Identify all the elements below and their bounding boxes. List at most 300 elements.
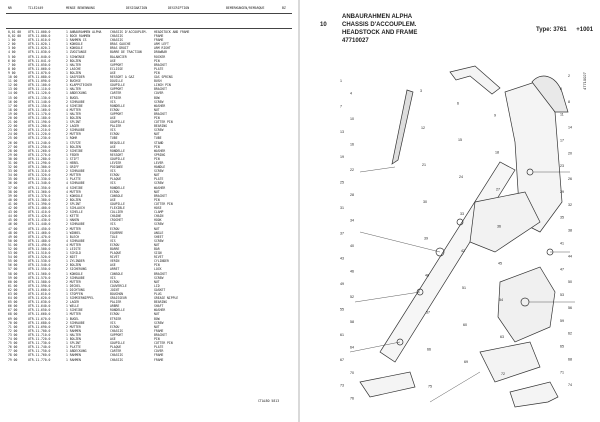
table-cell: 2 SCHRAUBE	[66, 275, 85, 280]
callout-number: 55	[340, 307, 344, 312]
bottom-mount	[480, 342, 540, 382]
callout-number: 66	[427, 347, 431, 352]
table-cell: 1 RAHMEN	[66, 353, 81, 358]
table-cell: NUT	[154, 132, 160, 137]
table-cell: 2 BUCHSE	[66, 79, 81, 84]
table-cell: 1 ABDECKUNG	[66, 91, 87, 96]
table-cell: 2 SCHRAUBE	[66, 320, 85, 325]
table-cell: SPRING	[154, 152, 166, 157]
table-cell: UTR.11.600.0	[28, 287, 51, 292]
table-cell: JOINT	[110, 287, 120, 292]
table-cell: UTR.11.590.0	[28, 283, 51, 288]
table-cell: 44 00	[8, 214, 18, 219]
table-cell: 25 00	[8, 136, 18, 141]
table-cell: 72 00	[8, 328, 18, 333]
table-cell: 51 00	[8, 242, 18, 247]
callout-number: 42	[461, 249, 465, 253]
table-cell: PLAQUE	[110, 345, 122, 350]
table-cell: UTR.11.500.0	[28, 246, 51, 251]
table-cell: 47 00	[8, 226, 18, 231]
table-cell: 75 00	[8, 341, 18, 346]
table-cell: 1 SCHWINGE	[66, 54, 85, 59]
table-cell: BEARING	[154, 124, 168, 129]
table-cell: STAND	[154, 140, 164, 145]
table-cell: AXE	[110, 337, 116, 342]
table-cell: CHASSIS	[110, 353, 124, 358]
col-header-nr: NR	[8, 6, 12, 10]
table-cell: 4 SCHRAUBE	[66, 181, 85, 186]
table-cell: 26 00	[8, 140, 18, 145]
table-cell: UTR.11.100.0	[28, 83, 51, 88]
table-cell: CHASSIS	[110, 357, 124, 362]
table-cell: PIN	[154, 337, 160, 342]
table-cell: 1 WINKEL	[66, 230, 81, 235]
table-cell: UTR.11.740.0	[28, 345, 51, 350]
table-cell: FRAME	[154, 328, 164, 333]
table-cell: UTR.11.090.0	[28, 79, 51, 84]
table-cell: 71 00	[8, 324, 18, 329]
table-cell: 11 00	[8, 79, 18, 84]
table-cell: RIVET	[154, 255, 164, 260]
table-cell: 1 ZYLINDER	[66, 259, 85, 264]
table-cell: 4 00	[8, 50, 16, 55]
table-cell: WASHER	[154, 103, 166, 108]
table-cell: AXE	[110, 70, 116, 75]
table-cell: GOUPILLE	[110, 83, 125, 88]
table-cell: RESSORT A GAZ	[110, 75, 135, 80]
table-cell: 0,02 00	[8, 34, 22, 39]
table-cell: NUT	[154, 324, 160, 329]
table-cell: 4 MUTTER	[66, 189, 81, 194]
table-cell: UTR.11.050.0	[28, 62, 51, 67]
callout-number: 51	[462, 285, 466, 290]
table-cell: 4 SCHEIBE	[66, 185, 83, 190]
table-cell: 1 HEBEL	[66, 161, 80, 165]
table-cell: UTR.11.700.0	[28, 328, 51, 333]
table-cell: HOSE	[154, 206, 162, 211]
table-cell: 2 LASCHE	[66, 66, 81, 71]
callout-number: 58	[350, 320, 354, 325]
parts-list-header	[6, 4, 292, 12]
table-cell: 69 00	[8, 316, 18, 321]
table-cell: 1 DECKEL	[66, 283, 81, 288]
table-cell: 10 00	[8, 75, 18, 80]
table-cell: DRAWBAR	[154, 50, 168, 55]
table-cell: 17 00	[8, 103, 18, 108]
callout-number: 7	[340, 104, 342, 109]
callout-number: 65	[560, 344, 564, 349]
table-cell: NUT	[154, 173, 160, 178]
table-cell: 77 00	[8, 349, 18, 354]
table-cell: UTR.11.610.0	[28, 292, 51, 296]
callout-number: 8	[568, 99, 570, 104]
vertical-drawing-code: 47710027	[582, 72, 587, 90]
table-cell: 79 00	[8, 357, 18, 362]
title-english: HEADSTOCK AND FRAME	[342, 30, 418, 36]
table-cell: VIS	[110, 238, 116, 243]
table-cell: CHASSIS	[110, 34, 124, 39]
table-cell: 1 FEDER	[66, 152, 80, 157]
callout-number: 32	[568, 202, 572, 207]
table-cell: 2 SPLINT	[66, 201, 81, 206]
table-cell: UTR.11.730.0	[28, 341, 51, 346]
table-cell: 14 00	[8, 91, 18, 96]
table-cell: 15 00	[8, 95, 18, 100]
table-cell: ECROU	[110, 242, 120, 247]
table-cell: 40 00	[8, 197, 18, 202]
table-cell: SCREW	[154, 238, 164, 243]
parts-list-table	[6, 30, 292, 362]
table-cell: 2 NIET	[66, 255, 78, 260]
table-cell: GOUPILLE	[110, 156, 125, 161]
table-cell: PIN	[154, 70, 160, 75]
table-cell: TUBE	[110, 136, 118, 141]
table-cell: UTR.11.290.0	[28, 161, 51, 165]
table-cell: CARTER	[110, 349, 122, 354]
table-cell: 78 00	[8, 353, 18, 358]
table-cell: UTR.11.470.0	[28, 234, 51, 239]
page-number: 10	[320, 22, 327, 28]
callout-number: 52	[350, 294, 354, 299]
table-cell: LID	[154, 283, 160, 288]
table-cell: 58 00	[8, 271, 18, 276]
table-cell: COLLIER	[110, 210, 124, 215]
table-cell: UTR.11.041.0	[28, 58, 51, 63]
table-cell: AXE	[110, 263, 116, 268]
gas-spring-body	[392, 90, 413, 164]
table-cell: UTR.11.190.0	[28, 120, 51, 125]
table-cell: 55 00	[8, 259, 18, 264]
callout-number: 75	[428, 384, 432, 389]
table-cell: 1 ROHR	[66, 136, 78, 141]
table-cell: UTR.11.000.0	[28, 30, 51, 34]
table-cell: HOOK	[154, 218, 162, 223]
table-cell: UTR.11.530.0	[28, 259, 51, 264]
col-header-bz: BZ	[282, 6, 286, 10]
table-cell: UTR.11.620.0	[28, 296, 51, 301]
table-cell: PIN	[154, 144, 160, 149]
table-cell: LINCH PIN	[154, 83, 171, 88]
table-cell: 1 HALTER	[66, 111, 81, 116]
table-cell: 1 PLATTE	[66, 177, 81, 182]
table-cell: 38 00	[8, 189, 18, 194]
table-cell: CLAMP	[154, 210, 164, 215]
table-cell: UTR.11.350.0	[28, 185, 51, 190]
table-cell: TOLE	[110, 234, 118, 239]
table-cell: RESSORT	[110, 152, 124, 157]
table-cell: 2 BOLZEN	[66, 58, 81, 63]
table-cell: 28 00	[8, 148, 18, 153]
type-label	[536, 27, 593, 33]
page-footer: CTALBO 5813	[258, 399, 280, 403]
table-cell: COTTER PIN	[154, 201, 173, 206]
table-cell: UTR.11.680.0	[28, 320, 51, 325]
table-cell: BARRE DE TRACTION	[110, 50, 142, 55]
table-cell: ARM LEFT	[154, 42, 169, 47]
table-cell: COTTER PIN	[154, 120, 173, 125]
table-cell: BRAS GAUCHE	[110, 42, 131, 47]
table-cell: UTR.11.720.0	[28, 337, 51, 342]
table-cell: 2 BOLZEN	[66, 263, 81, 268]
table-cell: BEQUILLE	[110, 140, 125, 145]
callout-number: 44	[568, 254, 572, 259]
table-cell: 45 00	[8, 218, 18, 223]
callout-number: 30	[423, 199, 427, 204]
callout-number: 33	[460, 212, 464, 217]
table-cell: 2 SCHELLE	[66, 210, 83, 215]
table-cell: GRAISSEUR	[110, 296, 127, 301]
col-header-name-en: DESCRIPTION	[168, 6, 190, 10]
table-cell: 46 00	[8, 222, 18, 227]
table-cell: WASHER	[154, 185, 166, 190]
table-row	[6, 358, 292, 362]
table-cell: 18 00	[8, 107, 18, 112]
table-cell: ETRIER	[110, 95, 122, 100]
table-cell: 74 00	[8, 337, 18, 342]
table-cell: 61 00	[8, 283, 18, 288]
callout-number: 43	[340, 256, 344, 261]
table-cell: COTTER PIN	[154, 341, 173, 346]
table-cell: 32 00	[8, 165, 18, 170]
table-cell: UTR.11.640.0	[28, 304, 51, 309]
callout-number: 16	[350, 142, 354, 147]
table-cell: 1 KETTE	[66, 214, 80, 219]
callout-number: 73	[340, 383, 344, 388]
table-cell: 1 DICHTUNG	[66, 287, 85, 292]
callout-number: 35	[560, 215, 564, 220]
table-cell: VIS	[110, 128, 116, 133]
table-cell: 1 00	[8, 38, 16, 43]
table-cell: SUPPORT	[110, 62, 124, 67]
table-cell: BRAS DROIT	[110, 46, 129, 51]
table-cell: UTR.11.130.0	[28, 95, 51, 100]
table-cell: BOW	[154, 95, 160, 100]
table-cell: UTR.11.410.0	[28, 210, 51, 215]
table-cell: UTR.11.020.1	[28, 42, 51, 47]
table-cell: UTR.11.340.0	[28, 181, 51, 186]
col-header-remark: BEMERKUNGEN/REMARQUE	[226, 6, 265, 10]
table-cell: UTR.11.630.0	[28, 300, 51, 305]
table-cell: BAR	[154, 246, 160, 251]
table-cell: FRAME	[154, 34, 164, 39]
table-cell: BUSH	[154, 79, 162, 84]
table-cell: SCREW	[154, 169, 164, 174]
type-suffix: +1001	[576, 27, 594, 33]
table-cell: RONDELLE	[110, 308, 125, 313]
table-cell: UTR.11.750.0	[28, 349, 51, 354]
table-cell: 1 RAHMEN CS	[66, 38, 87, 43]
table-cell: 20 00	[8, 115, 18, 120]
callout-number: 40	[350, 244, 354, 248]
table-cell: 2 SCHRAUBE	[66, 128, 85, 133]
table-cell: ARM RIGHT	[154, 46, 171, 51]
table-cell: UTR.11.370.0	[28, 193, 51, 198]
callout-number: 38	[568, 228, 572, 233]
table-cell: UTR.11.440.0	[28, 222, 51, 227]
table-cell: UTR.11.040.0	[28, 54, 51, 59]
table-cell: 1 GASFEDER	[66, 75, 85, 80]
table-cell: COVER	[154, 349, 164, 354]
table-cell: ARRET	[110, 267, 120, 272]
center-bracket	[470, 192, 540, 252]
callout-number: 68	[568, 357, 572, 362]
table-cell: 1 STUTZE	[66, 140, 81, 145]
table-cell: VIS	[110, 275, 116, 280]
table-cell: 4 SCHRAUBE	[66, 238, 85, 243]
table-cell: 29 00	[8, 152, 18, 157]
callout-number: 5	[560, 86, 562, 91]
col-header-name-de: MENGE BENENNUNG	[66, 6, 95, 10]
table-cell: 56 00	[8, 263, 18, 268]
callout-number: 14	[568, 125, 572, 130]
table-cell: SHAFT	[154, 304, 164, 309]
callout-number: 15	[458, 138, 462, 143]
callout-number: 53	[560, 293, 564, 298]
table-cell: 2 SCHEIBE	[66, 148, 83, 153]
table-cell: PIN	[154, 115, 160, 120]
exploded-view-diagram	[300, 52, 600, 422]
table-cell: LEVER	[154, 161, 164, 165]
callout-number: 3	[420, 89, 422, 93]
table-cell: BRACKET	[154, 62, 168, 67]
table-cell: 1 HAKEN	[66, 218, 80, 223]
table-cell: PIN	[154, 58, 160, 63]
table-cell: POIGNEE	[110, 165, 124, 170]
table-cell: 53 00	[8, 251, 18, 256]
table-cell: UTR.11.250.0	[28, 144, 51, 149]
table-cell: ANGLE	[154, 230, 164, 235]
table-cell: AXE	[110, 58, 116, 63]
drawbar-upper	[450, 66, 500, 94]
table-cell: ECROU	[110, 189, 120, 194]
callout-number: 18	[495, 150, 499, 155]
table-cell: PLATE	[154, 177, 164, 182]
callout-number: 71	[560, 370, 564, 375]
table-cell: 37 00	[8, 185, 18, 190]
table-cell: SCREW	[154, 222, 164, 227]
table-cell: 4 SCHEIBE	[66, 103, 83, 108]
table-cell: AXE	[110, 197, 116, 202]
table-cell: BRACKET	[154, 111, 168, 116]
table-cell: ARBRE	[110, 304, 120, 309]
table-cell: PLUG	[154, 292, 162, 296]
header-rule-top	[6, 13, 292, 14]
table-cell: 42 00	[8, 206, 18, 211]
table-cell: CHASSIS D'ACCOUPLEM.	[110, 30, 148, 34]
table-cell: VERIN	[110, 259, 120, 264]
table-cell: 2 MUTTER	[66, 132, 81, 137]
table-cell: CROCHET	[110, 218, 124, 223]
table-cell: 73 00	[8, 332, 18, 337]
table-cell: UTR.11.540.0	[28, 263, 51, 268]
callout-number: 4	[350, 91, 352, 96]
table-cell: 68 00	[8, 312, 18, 317]
table-cell: UTR.11.180.0	[28, 115, 51, 120]
table-cell: AXE	[110, 115, 116, 120]
callout-number: 50	[568, 280, 572, 285]
table-cell: 8 00	[8, 66, 16, 71]
table-cell: 3 00	[8, 46, 16, 51]
table-cell: PLAQUE	[110, 251, 122, 256]
callout-number: 63	[500, 335, 504, 340]
table-cell: 67 00	[8, 308, 18, 313]
callout-number: 27	[496, 187, 500, 192]
callout-number: 49	[340, 282, 344, 287]
table-cell: 1 BOLZEN	[66, 144, 81, 149]
table-cell: NUT	[154, 312, 160, 317]
callout-number: 34	[350, 218, 354, 223]
table-cell: COVER	[154, 91, 164, 96]
table-cell: BRACKET	[154, 193, 168, 198]
table-cell: 1 KONSOLE	[66, 193, 83, 198]
table-cell: 1 HALTER	[66, 332, 81, 337]
table-cell: 48 00	[8, 230, 18, 235]
table-cell: 30 00	[8, 156, 18, 161]
table-cell: PLATE	[154, 66, 164, 71]
table-cell: FLEXIBLE	[110, 206, 125, 211]
table-cell: UTR.11.020.2	[28, 46, 51, 51]
table-cell: SCREW	[154, 320, 164, 325]
table-cell: UTR.11.580.0	[28, 279, 51, 284]
main-beam	[380, 162, 515, 362]
table-cell: 12 00	[8, 83, 18, 88]
table-cell: DOUILLE	[110, 79, 124, 84]
table-cell: 1 BLECH	[66, 234, 80, 239]
table-cell: 63 00	[8, 292, 18, 296]
table-cell: UTR.11.150.0	[28, 103, 51, 108]
table-cell: 2 SCHRAUBE	[66, 222, 85, 227]
table-cell: VIS	[110, 320, 116, 325]
callout-number: 29	[560, 189, 564, 194]
table-cell: 35 00	[8, 177, 18, 182]
callout-number: 61	[340, 332, 344, 337]
table-cell: 1 RAHMEN	[66, 328, 81, 333]
table-cell: 2 MUTTER	[66, 173, 81, 178]
table-cell: UTR.11.520.0	[28, 255, 51, 260]
table-cell: VIS	[110, 99, 116, 104]
callout-number: 12	[421, 125, 425, 130]
table-cell: GOUPILLE	[110, 120, 125, 125]
table-cell: ECROU	[110, 107, 120, 112]
callout-number: 37	[340, 231, 344, 236]
table-cell: NUT	[154, 279, 160, 284]
callout-number: 41	[560, 241, 564, 246]
table-cell: UTR.11.380.0	[28, 197, 51, 202]
table-cell: NUT	[154, 226, 160, 231]
table-cell: AXE	[110, 144, 116, 149]
table-cell: SUPPORT	[110, 332, 124, 337]
table-cell: UTR.11.660.0	[28, 312, 51, 317]
table-cell: 1 MUTTER	[66, 312, 81, 317]
table-cell: UTR.11.390.0	[28, 201, 51, 206]
callout-number: 22	[350, 167, 354, 172]
table-cell: PIN	[154, 156, 160, 161]
callout-number: 76	[350, 396, 354, 401]
table-cell: BRACKET	[154, 332, 168, 337]
table-cell: 1 WELLE	[66, 304, 80, 309]
table-cell: LEVIER	[110, 161, 122, 165]
table-cell: 43 00	[8, 210, 18, 215]
table-cell: 1 PLATTE	[66, 345, 81, 350]
table-cell: 1 SPLINT	[66, 341, 81, 346]
table-cell: PLATE	[154, 345, 164, 350]
table-cell: 52 00	[8, 246, 18, 251]
parts-list-page	[0, 0, 298, 422]
table-cell: 1 ZUGSTANGE	[66, 50, 87, 55]
table-cell: UTR.11.230.0	[28, 136, 51, 141]
table-cell: 5 00	[8, 54, 16, 59]
callout-number: 6	[457, 101, 459, 106]
